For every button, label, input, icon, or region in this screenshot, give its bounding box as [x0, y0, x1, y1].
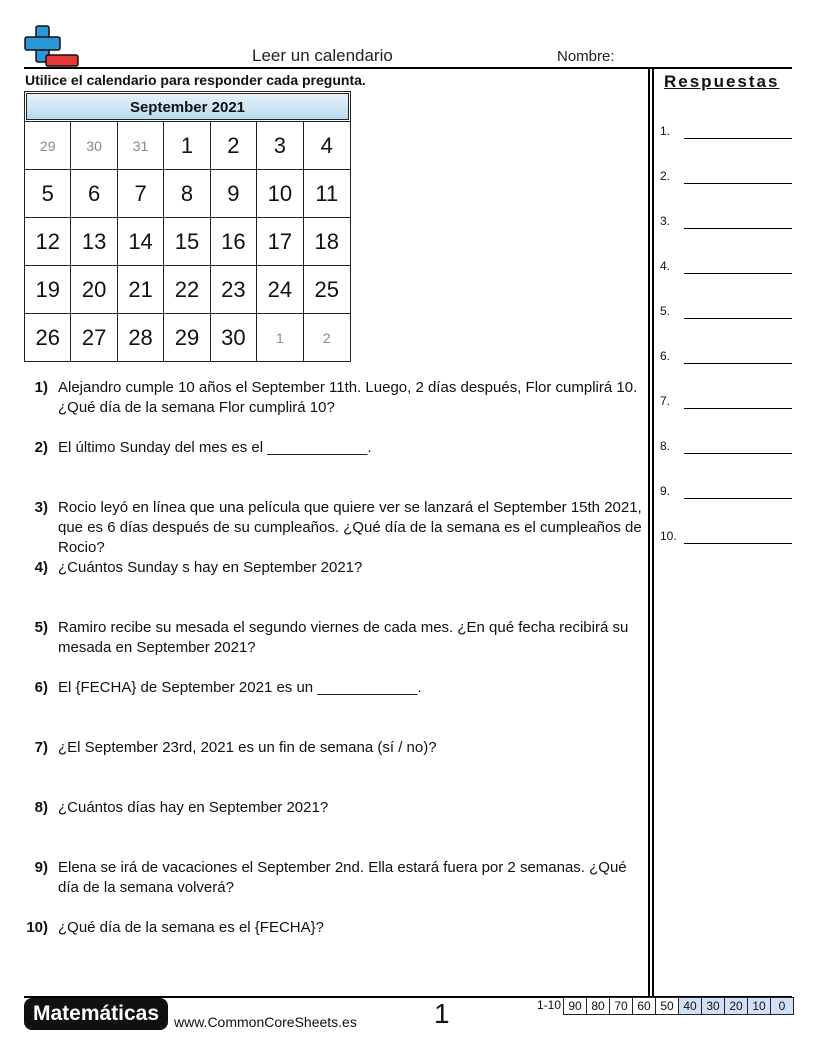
calendar-day: 19: [25, 265, 71, 313]
page-number: 1: [434, 998, 450, 1029]
score-box: 20: [724, 997, 748, 1015]
answer-label: 10.: [660, 529, 677, 543]
worksheet-title: Leer un calendario: [252, 46, 393, 65]
answers-title: Respuestas: [664, 72, 780, 91]
question-text: Rocio leyó en línea que una película que quiere ver se lanzará el September 15th 2021, que es 6 días después de su cumpleaños. ¿Qué día de la semana es el cumpleaños de Rocio?: [58, 499, 642, 556]
calendar-day: 4: [304, 121, 350, 169]
calendar-day: 21: [118, 265, 164, 313]
score-table: [534, 997, 794, 1015]
calendar-day: 26: [25, 313, 71, 361]
score-box: 80: [586, 997, 610, 1015]
question-item: [24, 918, 648, 938]
question-item: [24, 858, 648, 898]
answer-label: 3.: [660, 214, 671, 228]
calendar-day: 8: [164, 169, 210, 217]
answer-blank-line[interactable]: [684, 363, 792, 364]
calendar-day: 30: [71, 121, 117, 169]
calendar-day: 14: [118, 217, 164, 265]
answer-blank-line[interactable]: [684, 408, 792, 409]
calendar-day: 1: [257, 313, 303, 361]
question-number: 6): [34, 679, 48, 696]
answer-label: 5.: [660, 304, 671, 318]
question-item: [24, 438, 648, 458]
answer-blank-line[interactable]: [684, 498, 792, 499]
calendar-day: 6: [71, 169, 117, 217]
answer-label: 1.: [660, 124, 671, 138]
question-text: Elena se irá de vacaciones el September 2nd. Ella estará fuera por 2 semanas. ¿Qué día de la semana volverá?: [58, 859, 627, 896]
question-text: El último Sunday del mes es el ____________.: [58, 439, 372, 456]
score-box: 90: [563, 997, 587, 1015]
answer-blank-line[interactable]: [684, 183, 792, 184]
answer-blank-line[interactable]: [684, 318, 792, 319]
question-number: 7): [34, 739, 48, 756]
answer-column-divider: [648, 67, 650, 997]
calendar-grid: [25, 121, 350, 361]
calendar-day: 15: [164, 217, 210, 265]
calendar-day: 9: [211, 169, 257, 217]
score-box: 30: [701, 997, 725, 1015]
plus-minus-logo-icon: [24, 24, 80, 68]
question-number: 4): [34, 559, 48, 576]
question-text: ¿El September 23rd, 2021 es un fin de semana (sí / no)?: [58, 739, 437, 756]
calendar-day: 10: [257, 169, 303, 217]
calendar-day: 11: [304, 169, 350, 217]
question-text: ¿Cuántos Sunday s hay en September 2021?: [58, 559, 363, 576]
calendar-day: 2: [211, 121, 257, 169]
answer-label: 7.: [660, 394, 671, 408]
question-text: Ramiro recibe su mesada el segundo viernes de cada mes. ¿En qué fecha recibirá su mesada en September 2021?: [58, 619, 629, 656]
answer-blank-line[interactable]: [684, 228, 792, 229]
calendar-day: 27: [71, 313, 117, 361]
calendar-day: 2: [304, 313, 350, 361]
calendar-day: 25: [304, 265, 350, 313]
score-box: 10: [747, 997, 771, 1015]
answer-label: 9.: [660, 484, 671, 498]
name-label: Nombre:: [557, 48, 615, 65]
calendar-day: 13: [71, 217, 117, 265]
calendar-day: 18: [304, 217, 350, 265]
question-number: 2): [34, 439, 48, 456]
answer-label: 6.: [660, 349, 671, 363]
score-box: 60: [632, 997, 656, 1015]
calendar-day: 24: [257, 265, 303, 313]
answer-blank-line[interactable]: [684, 543, 792, 544]
calendar-day: 23: [211, 265, 257, 313]
brand-badge: Matemáticas: [24, 998, 168, 1030]
calendar-day: 17: [257, 217, 303, 265]
question-number: 9): [34, 859, 48, 876]
calendar-day: 20: [71, 265, 117, 313]
question-text: ¿Qué día de la semana es el {FECHA}?: [58, 919, 324, 936]
calendar-day: 5: [25, 169, 71, 217]
calendar-day: 7: [118, 169, 164, 217]
score-box: 50: [655, 997, 679, 1015]
calendar-day: 28: [118, 313, 164, 361]
answer-label: 8.: [660, 439, 671, 453]
calendar-day: 22: [164, 265, 210, 313]
calendar: [24, 91, 351, 362]
question-item: [24, 498, 648, 558]
question-text: Alejandro cumple 10 años el September 11th. Luego, 2 días después, Flor cumplirá 10. ¿Qué día de la semana Flor cumplirá 10?: [58, 379, 638, 416]
question-item: [24, 678, 648, 698]
header-divider: [24, 67, 792, 69]
score-box: 70: [609, 997, 633, 1015]
answer-label: 4.: [660, 259, 671, 273]
calendar-day: 31: [118, 121, 164, 169]
question-number: 5): [34, 619, 48, 636]
answer-column-divider-inner: [652, 67, 654, 997]
question-number: 10): [26, 919, 48, 936]
calendar-day: 16: [211, 217, 257, 265]
question-number: 1): [34, 379, 48, 396]
calendar-month-title: September 2021: [26, 93, 349, 120]
score-box: 40: [678, 997, 702, 1015]
instructions: Utilice el calendario para responder cada pregunta.: [25, 72, 366, 88]
calendar-day: 12: [25, 217, 71, 265]
question-item: [24, 618, 648, 658]
answer-label: 2.: [660, 169, 671, 183]
calendar-day: 1: [164, 121, 210, 169]
question-item: [24, 558, 648, 578]
answer-blank-line[interactable]: [684, 273, 792, 274]
calendar-day: 3: [257, 121, 303, 169]
calendar-day: 29: [164, 313, 210, 361]
question-text: El {FECHA} de September 2021 es un ____________.: [58, 679, 422, 696]
calendar-day: 29: [25, 121, 71, 169]
site-url: www.CommonCoreSheets.es: [174, 1014, 357, 1030]
question-number: 3): [34, 499, 48, 516]
question-number: 8): [34, 799, 48, 816]
question-item: [24, 798, 648, 818]
question-text: ¿Cuántos días hay en September 2021?: [58, 799, 329, 816]
score-range: 1-10: [536, 998, 562, 1012]
question-item: [24, 738, 648, 758]
answer-blank-line[interactable]: [684, 453, 792, 454]
score-box: 0: [770, 997, 794, 1015]
answer-blank-line[interactable]: [684, 138, 792, 139]
question-item: [24, 378, 648, 418]
calendar-day: 30: [211, 313, 257, 361]
